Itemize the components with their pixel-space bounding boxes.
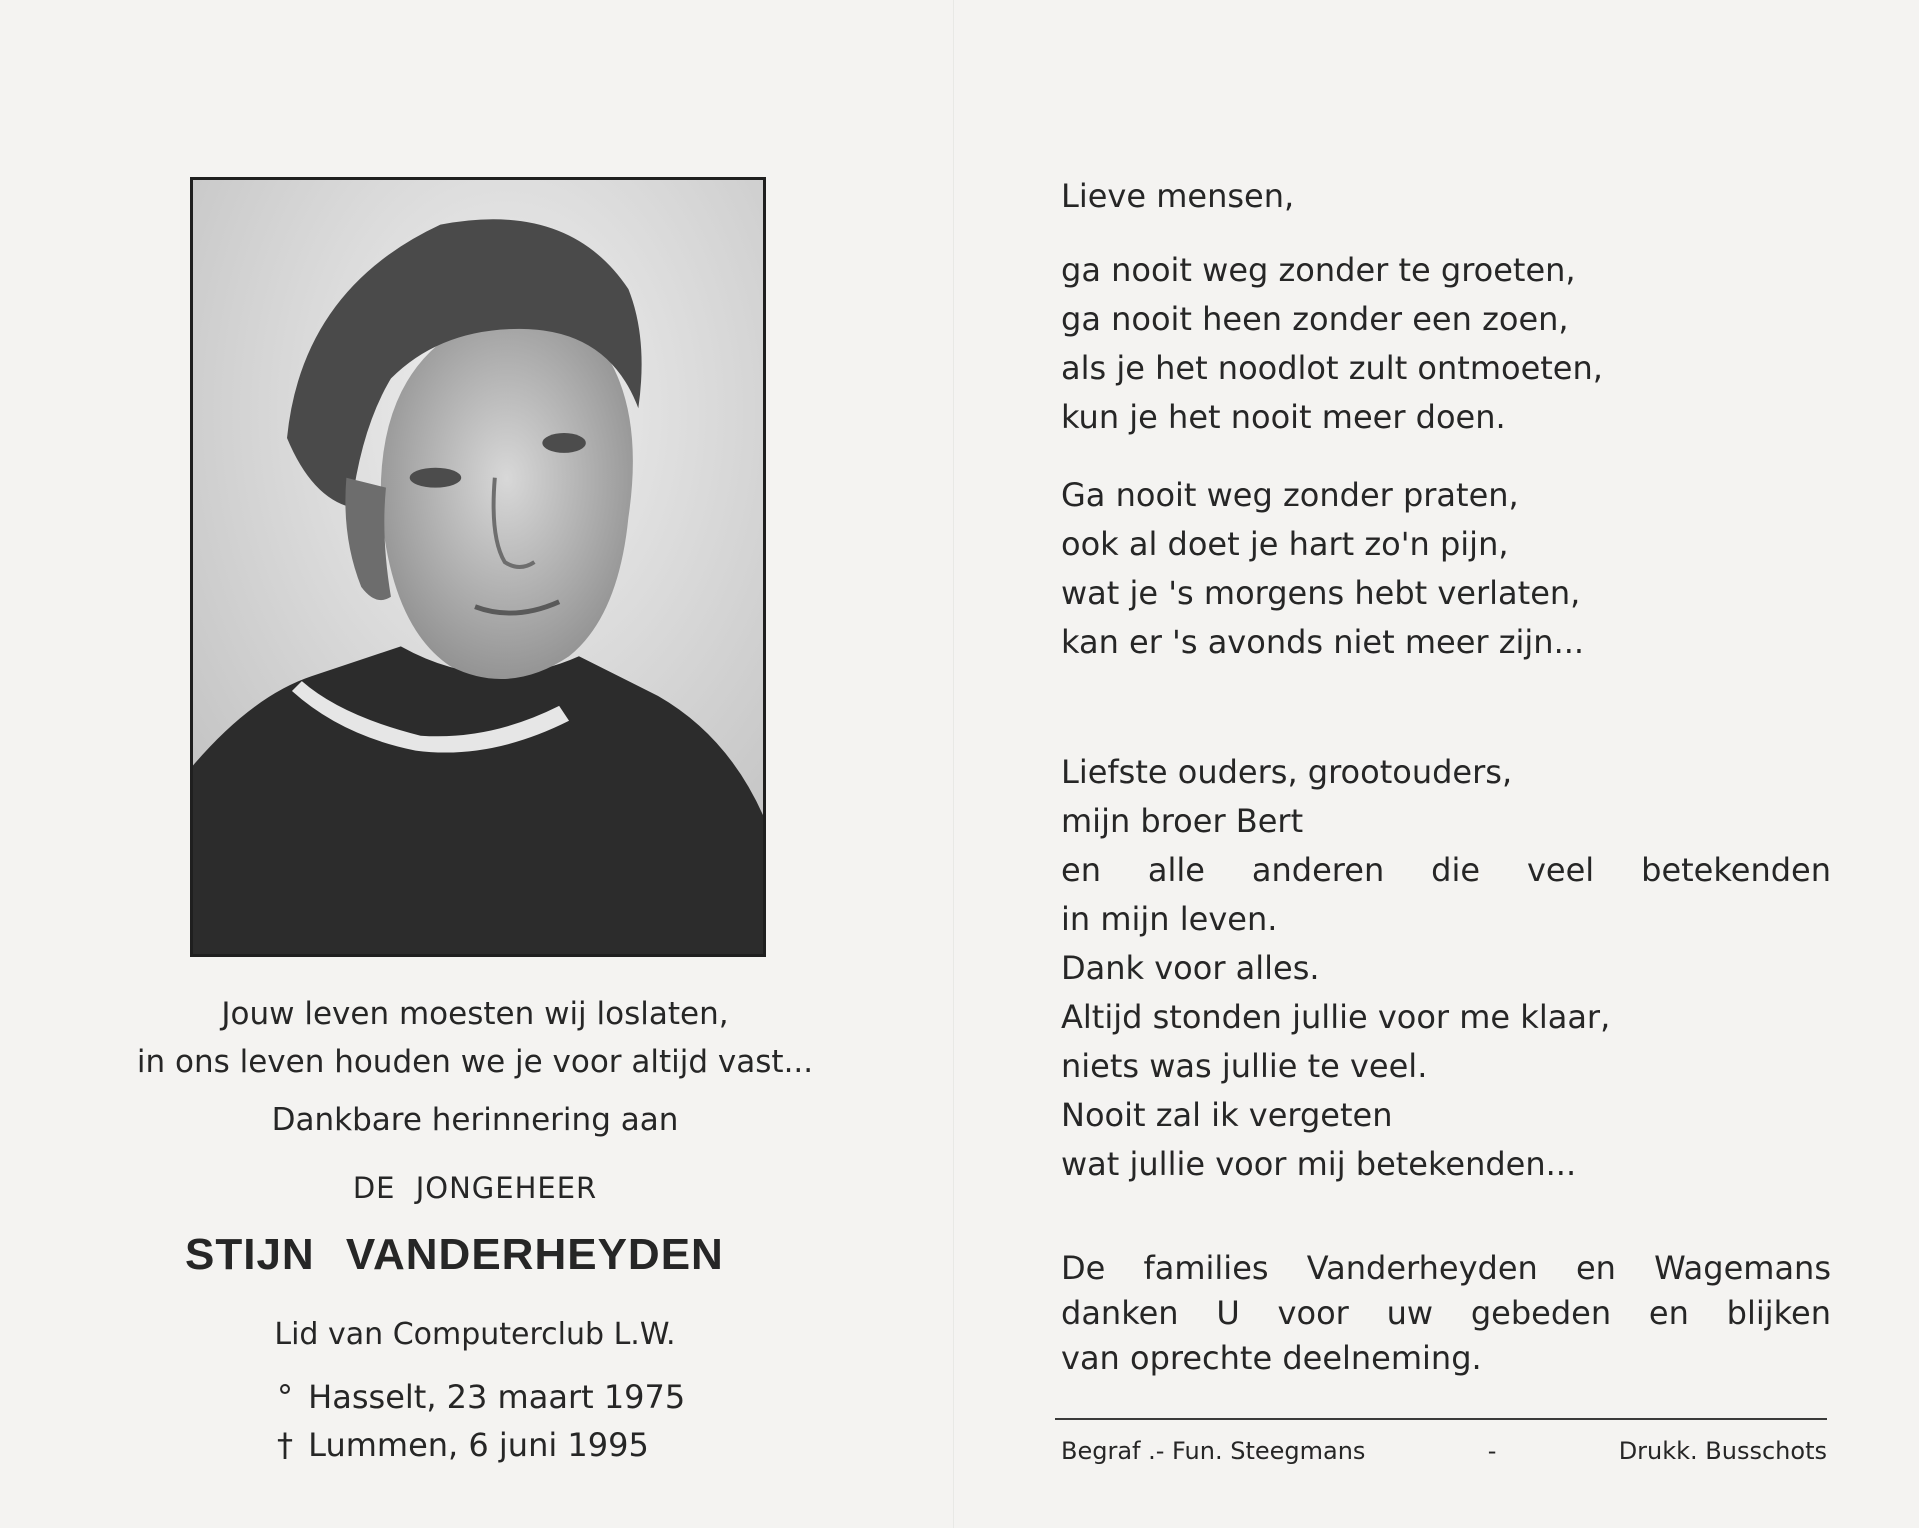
thanks-line: wat jullie voor mij betekenden... [1061, 1145, 1577, 1183]
families-thanks [1061, 1246, 1831, 1381]
thanks-message [1061, 748, 1831, 1189]
birth-text: Hasselt, 23 maart 1975 [308, 1378, 686, 1416]
life-dates [272, 1373, 832, 1469]
poem-line: ook al doet je hart zo'n pijn, [1061, 525, 1509, 563]
thanks-line: mijn broer Bert [1061, 802, 1304, 840]
poem-line: ga nooit heen zonder een zoen, [1061, 300, 1569, 338]
epitaph-line: Jouw leven moesten wij loslaten, [221, 996, 729, 1032]
printer: Drukk. Busschots [1618, 1437, 1827, 1465]
thanks-line: Altijd stonden jullie voor me klaar, [1061, 998, 1611, 1036]
birth-symbol: ° [277, 1378, 293, 1416]
epitaph [60, 990, 890, 1086]
thanks-line: in mijn leven. [1061, 900, 1278, 938]
birth-line [272, 1373, 832, 1421]
credits-separator: - [1487, 1437, 1497, 1465]
deceased-name: STIJN VANDERHEYDEN [185, 1230, 724, 1279]
death-text: Lummen, 6 juni 1995 [308, 1426, 649, 1464]
poem-line: ga nooit weg zonder te groeten, [1061, 251, 1576, 289]
poem-stanza-1 [1061, 246, 1831, 442]
honorific: DE JONGEHEER [352, 1171, 598, 1205]
credits [1061, 1433, 1827, 1469]
death-line [272, 1421, 832, 1469]
memory-line: Dankbare herinnering aan [271, 1102, 679, 1138]
epitaph-line: in ons leven houden we je voor altijd vast... [136, 1044, 814, 1080]
poem-line: Ga nooit weg zonder praten, [1061, 476, 1519, 514]
poem-stanza-2 [1061, 471, 1831, 667]
thanks-line: Nooit zal ik vergeten [1061, 1096, 1393, 1134]
thanks-line: en alle anderen die veel betekenden [1061, 851, 1831, 889]
card-fold [953, 0, 955, 1528]
thanks-line: Liefste ouders, grootouders, [1061, 753, 1513, 791]
poem-line: als je het noodlot zult ontmoeten, [1061, 349, 1603, 387]
poem-line: kun je het nooit meer doen. [1061, 398, 1506, 436]
portrait-icon [193, 180, 763, 954]
membership: Lid van Computerclub L.W. [274, 1317, 676, 1352]
portrait-photo [190, 177, 766, 957]
salutation: Lieve mensen, [1061, 177, 1295, 215]
thanks-line: Dank voor alles. [1061, 949, 1320, 987]
poem-line: kan er 's avonds niet meer zijn... [1061, 623, 1585, 661]
footer-divider [1055, 1418, 1827, 1420]
families-line: van oprechte deelneming. [1061, 1339, 1482, 1377]
thanks-line: niets was jullie te veel. [1061, 1047, 1428, 1085]
funeral-home: Begraf .- Fun. Steegmans [1061, 1437, 1366, 1465]
families-line: danken U voor uw gebeden en blijken [1061, 1294, 1831, 1332]
poem-line: wat je 's morgens hebt verlaten, [1061, 574, 1581, 612]
families-line: De families Vanderheyden en Wagemans [1061, 1249, 1831, 1287]
cross-icon: † [277, 1426, 293, 1464]
